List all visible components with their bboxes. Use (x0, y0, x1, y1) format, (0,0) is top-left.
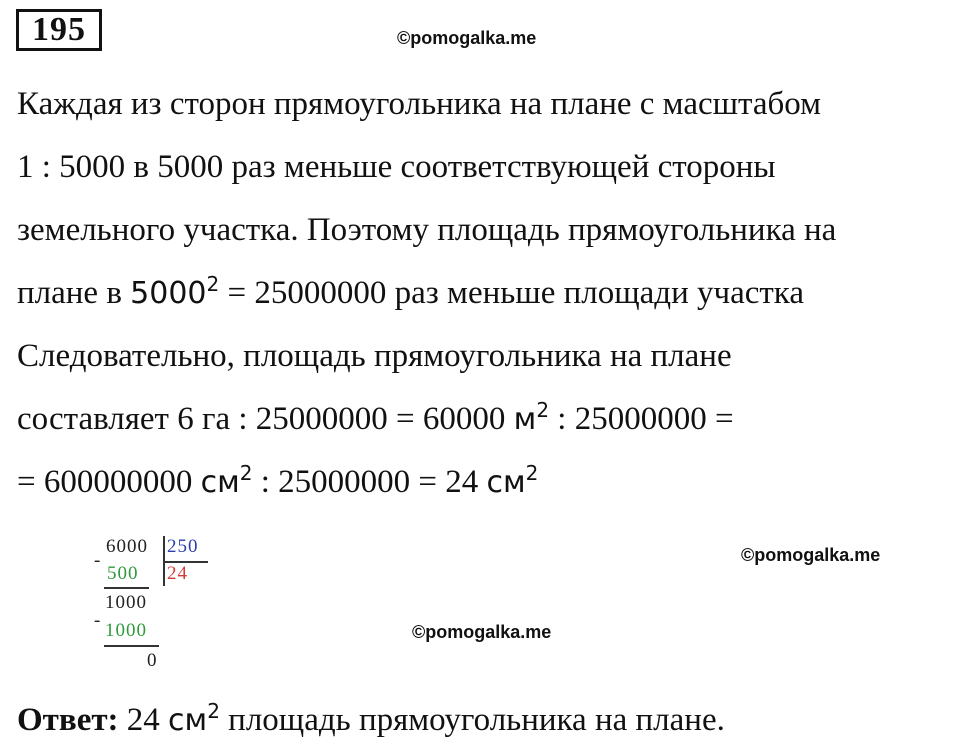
division-quotient: 24 (167, 563, 188, 584)
task-number-box (16, 9, 102, 51)
text-line-6 (17, 399, 734, 440)
answer-value: 24 (118, 702, 169, 738)
division-underline-1 (104, 587, 149, 589)
unit-cm-2: см (486, 465, 526, 500)
unit-m-exponent: 2 (536, 398, 550, 422)
text-line-4-part-a: плане в (17, 275, 131, 311)
division-divisor: 250 (167, 536, 199, 557)
text-line-7-part-c: : 25000000 = 24 (252, 464, 487, 500)
text-line-6-part-c: : 25000000 = (549, 401, 734, 437)
text-line-5: Следовательно, площадь прямоугольника на плане (17, 338, 732, 374)
minus-sign-2: - (94, 610, 102, 631)
division-underline-2 (104, 645, 159, 647)
answer-unit-exponent: 2 (207, 699, 220, 723)
answer-rest: площадь прямоугольника на плане. (219, 702, 725, 738)
division-dividend: 6000 (106, 536, 148, 557)
text-line-3: земельного участка. Поэтому площадь прямоугольника на (17, 212, 837, 248)
answer-unit: см (168, 703, 208, 738)
long-division (90, 530, 230, 675)
answer-label: Ответ: (17, 702, 119, 738)
text-line-4 (17, 273, 804, 314)
division-subtrahend-2: 1000 (105, 620, 147, 641)
text-line-7 (17, 462, 538, 503)
unit-cm-1-exponent: 2 (239, 461, 253, 485)
text-line-4-part-c: = 25000000 раз меньше площади участка (219, 275, 804, 311)
unit-m: м (513, 402, 537, 437)
watermark-top: ©pomogalka.me (397, 28, 537, 48)
power-base: 5000 (130, 276, 207, 311)
task-number: 195 (32, 11, 86, 48)
division-remainder-1: 1000 (105, 592, 147, 613)
answer-line (17, 700, 725, 741)
division-subtrahend-1: 500 (107, 563, 139, 584)
watermark-middle: ©pomogalka.me (741, 545, 881, 565)
division-remainder-2: 0 (147, 650, 158, 671)
division-divisor-underline (163, 561, 208, 563)
text-line-1: Каждая из сторон прямоугольника на плане с масштабом (17, 86, 822, 122)
minus-sign-1: - (94, 550, 102, 571)
power-exponent: 2 (206, 272, 220, 296)
text-line-7-part-a: = 600000000 (17, 464, 201, 500)
watermark-bottom: ©pomogalka.me (412, 622, 552, 642)
text-line-2: 1 : 5000 в 5000 раз меньше соответствующей стороны (17, 149, 776, 185)
unit-cm-2-exponent: 2 (525, 461, 539, 485)
text-line-6-part-a: составляет 6 га : 25000000 = 60000 (17, 401, 514, 437)
unit-cm-1: см (200, 465, 240, 500)
